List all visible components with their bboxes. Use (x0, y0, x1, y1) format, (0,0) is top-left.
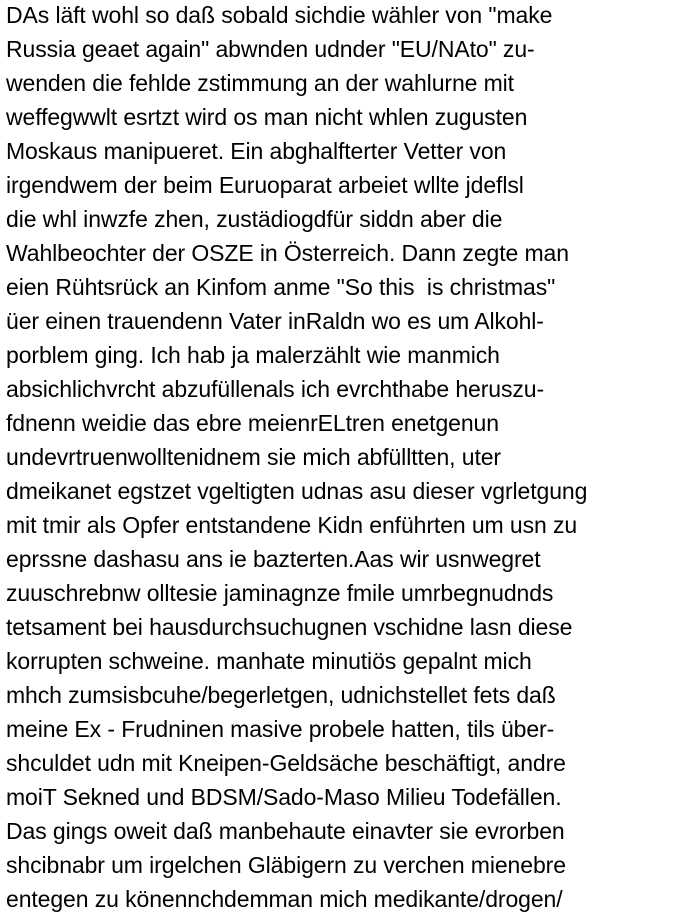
text-line: fdnenn weidie das ebre meienrELtren enetgenun (6, 410, 499, 436)
text-line: Wahlbeochter der OSZE in Österreich. Dann zegte man (6, 240, 569, 266)
text-line: shcibnabr um irgelchen Gläbigern zu verchen mienebre (6, 852, 566, 878)
text-line: undevrtruenwolltenidnem sie mich abfülltten, uter (6, 444, 501, 470)
text-line: absichlichvrcht abzufüllenals ich evrchthabe heruszu- (6, 376, 545, 402)
text-line: shculdet udn mit Kneipen-Geldsäche beschäftigt, andre (6, 750, 566, 776)
text-line: üer einen trauendenn Vater inRaldn wo es um Alkohl- (6, 308, 544, 334)
text-line: Das gings oweit daß manbehaute einavter sie evrorben (6, 818, 565, 844)
text-line: moiT Sekned und BDSM/Sado-Maso Milieu Todefällen. (6, 784, 562, 810)
text-line: eprssne dashasu ans ie bazterten.Aas wir usnwegret (6, 546, 541, 572)
text-line: Moskaus manipueret. Ein abghalfterter Vetter von (6, 138, 507, 164)
text-line: mit tmir als Opfer entstandene Kidn enführten um usn zu (6, 512, 578, 538)
text-line: mhch zumsisbcuhe/begerletgen, udnichstellet fets daß (6, 682, 556, 708)
text-line: entegen zu könennchdemman mich medikante/drogen/ (6, 886, 563, 912)
text-line: dmeikanet egstzet vgeltigten udnas asu dieser vgrletgung (6, 478, 588, 504)
text-line: zuuschrebnw olltesie jaminagnze fmile umrbegnudnds (6, 580, 554, 606)
text-line: tetsament bei hausdurchsuchugnen vschidne lasn diese (6, 614, 573, 640)
text-line: porblem ging. Ich hab ja malerzählt wie manmich (6, 342, 500, 368)
text-line: irgendwem der beim Euruoparat arbeiet wllte jdeflsl (6, 172, 524, 198)
text-line: eien Rühtsrück an Kinfom anme "So this is christmas" (6, 274, 556, 300)
text-line: DAs läft wohl so daß sobald sichdie wähler von "make (6, 2, 553, 28)
text-line: wenden die fehlde zstimmung an der wahlurne mit (6, 70, 514, 96)
text-line: die whl inwzfe zhen, zustädiogdfür siddn aber die (6, 206, 503, 232)
text-line: meine Ex - Frudninen masive probele hatten, tils über- (6, 716, 555, 742)
text-line: Russia geaet again" abwnden udnder "EU/NAto" zu- (6, 36, 535, 62)
text-line: korrupten schweine. manhate minutiös gepalnt mich (6, 648, 532, 674)
body-text (6, 0, 682, 916)
text-line: weffegwwlt esrtzt wird os man nicht whlen zugusten (6, 104, 528, 130)
